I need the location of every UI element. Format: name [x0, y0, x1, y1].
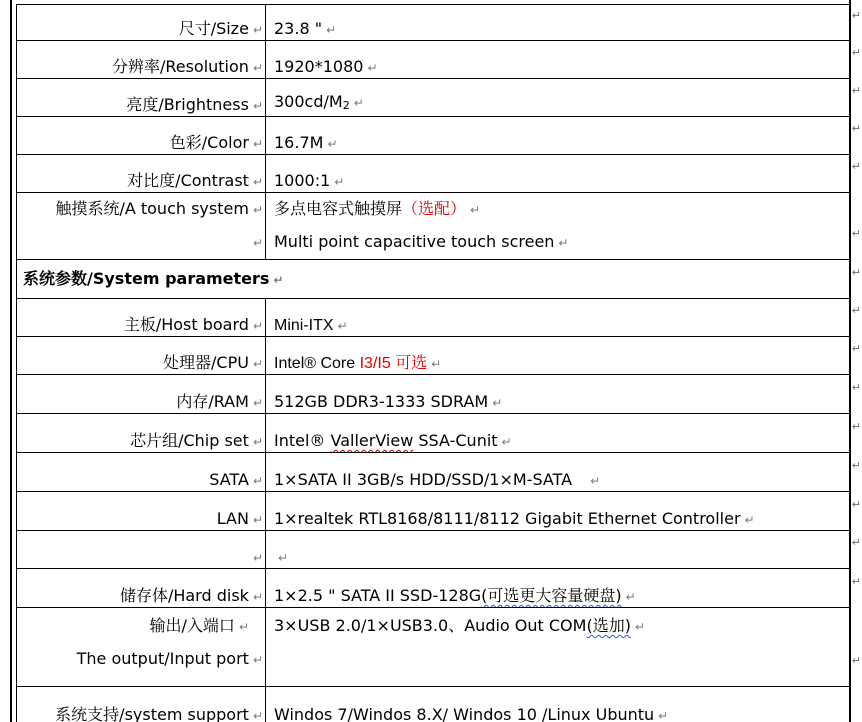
paragraph-mark-icon: ↵: [252, 357, 263, 371]
paragraph-mark-icon: ↵: [252, 61, 263, 75]
paragraph-mark-icon: ↵: [252, 99, 263, 113]
paragraph-mark-icon: ↵: [252, 175, 263, 189]
paragraph-mark-icon: ↵: [278, 551, 289, 565]
table-row-sata: [17, 453, 850, 492]
table-row-touch: [17, 193, 850, 260]
section-title: 系统参数/System parameters ↵: [17, 260, 850, 299]
paragraph-mark-icon: ↵: [431, 357, 442, 371]
paragraph-mark-icon: ↵: [252, 435, 263, 449]
row-label: 触摸系统/A touch system ↵ ↵: [17, 193, 266, 260]
row-label: 输出/入端口 ↵ The output/Input port ↵: [17, 608, 266, 687]
paragraph-mark-icon: ↵: [851, 160, 861, 173]
row-label: 对比度/Contrast ↵: [17, 155, 266, 193]
end-of-row-marks: [852, 0, 862, 722]
row-value: 1×SATA II 3GB/s HDD/SSD/1×M-SATA ↵: [266, 453, 850, 492]
row-value: 3×USB 2.0/1×USB3.0、Audio Out COM(选加) ↵: [266, 608, 850, 687]
row-label: 储存体/Hard disk ↵: [17, 569, 266, 608]
paragraph-mark-icon: ↵: [851, 459, 861, 472]
paragraph-mark-icon: ↵: [744, 513, 755, 527]
row-label: 系统支持/system support ↵: [17, 687, 266, 722]
row-label: 主板/Host board ↵: [17, 299, 266, 337]
paragraph-mark-icon: ↵: [851, 654, 861, 667]
paragraph-mark-icon: ↵: [492, 396, 503, 410]
table-row-os: [17, 687, 850, 722]
paragraph-mark-icon: ↵: [252, 23, 263, 37]
row-value: 1000:1 ↵: [266, 155, 850, 193]
table-row-chipset: [17, 414, 850, 453]
table-row-io: [17, 608, 850, 687]
table-row-contrast: [17, 155, 850, 193]
row-value: 多点电容式触摸屏（选配） ↵ Multi point capacitive touch screen ↵: [266, 193, 850, 260]
paragraph-mark-icon: ↵: [326, 23, 337, 37]
paragraph-mark-icon: ↵: [252, 203, 263, 217]
paragraph-mark-icon: ↵: [353, 96, 364, 110]
row-value: Windos 7/Windos 8.X/ Windos 10 /Linux Ubuntu ↵: [266, 687, 850, 722]
row-label: SATA ↵: [17, 453, 266, 492]
row-label: 尺寸/Size ↵: [17, 5, 266, 41]
paragraph-mark-icon: ↵: [590, 474, 601, 488]
row-label: LAN ↵: [17, 492, 266, 531]
paragraph-mark-icon: ↵: [501, 435, 512, 449]
table-row-cpu: [17, 337, 850, 375]
table-row-resolution: [17, 41, 850, 79]
paragraph-mark-icon: ↵: [634, 620, 646, 634]
table-row-size: [17, 5, 850, 41]
paragraph-mark-icon: ↵: [327, 137, 338, 151]
paragraph-mark-icon: ↵: [851, 84, 861, 97]
paragraph-mark-icon: ↵: [252, 319, 263, 333]
paragraph-mark-icon: ↵: [851, 536, 861, 549]
paragraph-mark-icon: ↵: [337, 319, 348, 333]
row-value: 23.8 " ↵: [266, 5, 850, 41]
section-header-row: [17, 260, 850, 299]
row-value: 512GB DDR3-1333 SDRAM ↵: [266, 375, 850, 414]
row-label: 处理器/CPU ↵: [17, 337, 266, 375]
row-value: Intel® VallerView SSA-Cunit ↵: [266, 414, 850, 453]
paragraph-mark-icon: ↵: [851, 498, 861, 511]
row-label: 芯片组/Chip set ↵: [17, 414, 266, 453]
row-value: 1×realtek RTL8168/8111/8112 Gigabit Ethernet Controller ↵: [266, 492, 850, 531]
table-row-hard-disk: [17, 569, 850, 608]
paragraph-mark-icon: ↵: [851, 227, 861, 240]
paragraph-mark-icon: ↵: [851, 342, 861, 355]
row-value: 16.7M ↵: [266, 117, 850, 155]
paragraph-mark-icon: ↵: [252, 236, 263, 250]
paragraph-mark-icon: ↵: [851, 9, 861, 22]
paragraph-mark-icon: ↵: [658, 709, 669, 722]
table-row-ram: [17, 375, 850, 414]
cpu-option-note: I3/I5 可选: [359, 355, 428, 372]
paragraph-mark-icon: ↵: [851, 304, 861, 317]
table-row-brightness: [17, 79, 850, 117]
paragraph-mark-icon: ↵: [470, 203, 481, 217]
paragraph-mark-icon: ↵: [625, 590, 636, 604]
paragraph-mark-icon: ↵: [558, 236, 569, 250]
grammar-mark: (选加): [586, 616, 631, 635]
paragraph-mark-icon: ↵: [252, 396, 263, 410]
row-value: 1×2.5 " SATA II SSD-128G(可选更大容量硬盘) ↵: [266, 569, 850, 608]
paragraph-mark-icon: ↵: [252, 590, 263, 604]
paragraph-mark-icon: ↵: [334, 175, 345, 189]
table-row-host-board: [17, 299, 850, 337]
table-row-lan: [17, 492, 850, 531]
spellcheck-mark: VallerView: [330, 431, 414, 450]
paragraph-mark-icon: ↵: [273, 272, 284, 287]
row-label: [17, 531, 266, 569]
paragraph-mark-icon: ↵: [851, 122, 861, 135]
paragraph-mark-icon: ↵: [851, 266, 861, 279]
paragraph-mark-icon: ↵: [851, 420, 861, 433]
spec-table: [16, 4, 850, 722]
paragraph-mark-icon: ↵: [252, 709, 263, 722]
row-value: Intel® Core I3/I5 可选 ↵: [266, 337, 850, 375]
paragraph-mark-icon: ↵: [851, 46, 861, 59]
paragraph-mark-icon: ↵: [252, 137, 263, 151]
optional-note: （选配）: [402, 199, 467, 218]
row-label: 色彩/Color ↵: [17, 117, 266, 155]
row-label: 分辨率/Resolution ↵: [17, 41, 266, 79]
paragraph-mark-icon: ↵: [367, 61, 378, 75]
paragraph-mark-icon: ↵: [851, 575, 861, 588]
page-border-left: [10, 0, 12, 722]
paragraph-mark-icon: ↵: [851, 381, 861, 394]
row-value: 300cd/M2 ↵: [266, 79, 850, 117]
row-value: [266, 531, 850, 569]
paragraph-mark-icon: ↵: [252, 474, 263, 488]
paragraph-mark-icon: ↵: [238, 620, 249, 634]
paragraph-mark-icon: ↵: [252, 513, 263, 527]
row-value: 1920*1080 ↵: [266, 41, 850, 79]
grammar-mark: (可选更大容量硬盘): [481, 586, 622, 605]
paragraph-mark-icon: ↵: [252, 653, 263, 667]
table-row-color: [17, 117, 850, 155]
table-row-blank: [17, 531, 850, 569]
row-label: 亮度/Brightness ↵: [17, 79, 266, 117]
row-value: Mini-ITX ↵: [266, 299, 850, 337]
row-label: 内存/RAM ↵: [17, 375, 266, 414]
paragraph-mark-icon: ↵: [252, 551, 263, 565]
